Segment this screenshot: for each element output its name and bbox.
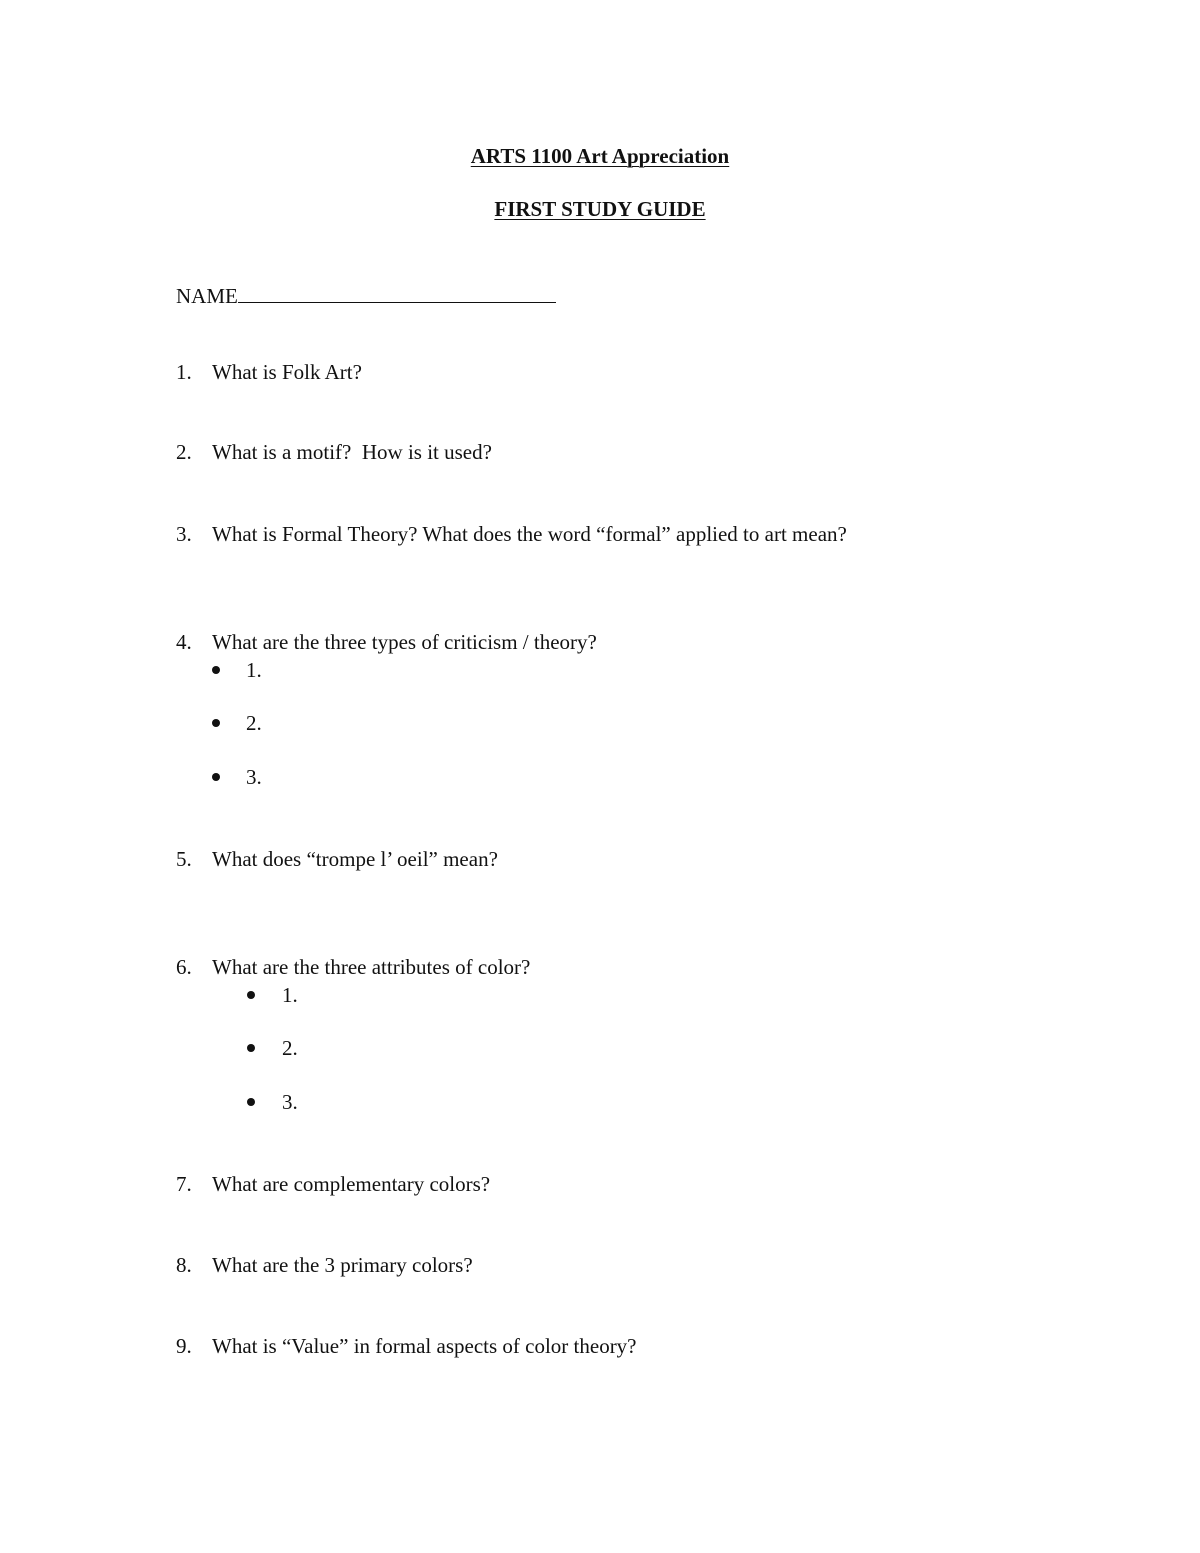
question-text: What is Formal Theory? What does the word “formal” applied to art mean? — [212, 522, 847, 546]
question-text: What does “trompe l’ oeil” mean? — [212, 847, 498, 871]
guide-title: FIRST STUDY GUIDE — [494, 197, 706, 221]
answer-slot-label: 1. — [282, 983, 298, 1007]
question-number: 6. — [176, 955, 192, 979]
name-field[interactable] — [176, 281, 556, 307]
question-text: What are the three attributes of color? — [212, 955, 531, 979]
question-text: What are complementary colors? — [212, 1172, 491, 1196]
answer-slot-label: 2. — [246, 711, 262, 735]
question-number: 1. — [176, 360, 192, 384]
answer-slot-label: 3. — [246, 765, 262, 789]
question-number: 9. — [176, 1334, 192, 1358]
name-label: NAME — [176, 284, 238, 308]
bullet-icon — [212, 773, 220, 781]
name-blank-line[interactable] — [238, 281, 556, 303]
question-number: 5. — [176, 847, 192, 871]
question-number: 4. — [176, 630, 192, 654]
bullet-icon — [247, 1044, 255, 1052]
bullet-icon — [247, 991, 255, 999]
question-number: 8. — [176, 1253, 192, 1277]
question-text: What is a motif? How is it used? — [212, 440, 492, 464]
question-text: What are the 3 primary colors? — [212, 1253, 473, 1277]
question-number: 3. — [176, 522, 192, 546]
bullet-icon — [212, 666, 220, 674]
question-text: What is “Value” in formal aspects of color theory? — [212, 1334, 637, 1358]
answer-slot-label: 3. — [282, 1090, 298, 1114]
course-title: ARTS 1100 Art Appreciation — [470, 144, 730, 168]
answer-slot-label: 2. — [282, 1036, 298, 1060]
bullet-icon — [247, 1098, 255, 1106]
question-text: What are the three types of criticism / theory? — [212, 630, 597, 654]
question-number: 2. — [176, 440, 192, 464]
bullet-icon — [212, 719, 220, 727]
question-number: 7. — [176, 1172, 192, 1196]
answer-slot-label: 1. — [246, 658, 262, 682]
question-text: What is Folk Art? — [212, 360, 362, 384]
